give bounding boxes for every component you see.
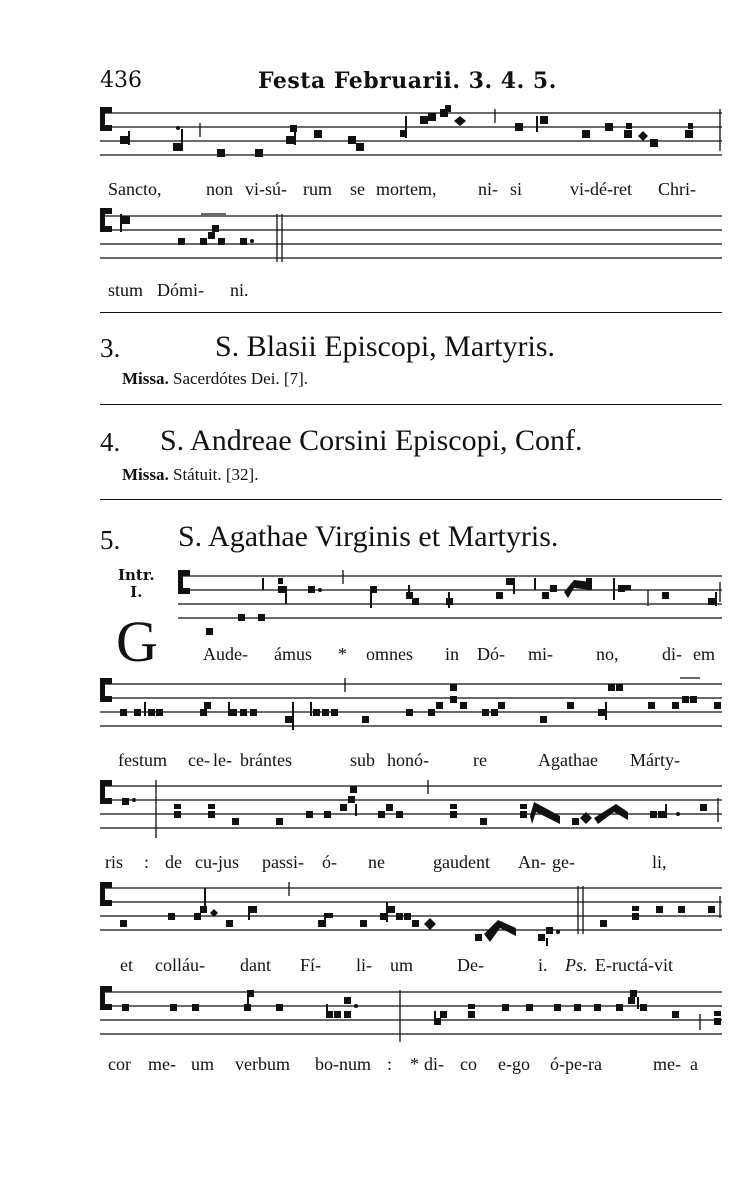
chant-staff-7 (100, 984, 722, 1052)
chant-staff-5 (100, 776, 722, 846)
running-title: Festa Februarii. 3. 4. 5. (258, 68, 557, 94)
introit-label: Intr. I. (118, 566, 155, 601)
chant-staff-4 (100, 672, 722, 744)
feast-number: 4. (100, 427, 121, 457)
chant-staff-2 (100, 208, 722, 274)
section-divider (100, 404, 722, 405)
page-number: 436 (100, 68, 142, 93)
chant-staff-3 (178, 568, 722, 640)
feast-title: S. Andreae Corsini Episcopi, Conf. (160, 424, 583, 457)
feast-title: S. Agathae Virginis et Martyris. (178, 520, 559, 553)
feast-title: S. Blasii Episcopi, Martyris. (215, 330, 555, 363)
missa-line: Missa. Státuit. [32]. (122, 465, 259, 484)
section-divider (100, 499, 722, 500)
chant-staff-6 (100, 878, 722, 950)
initial-letter: G (116, 609, 158, 674)
missa-line: Missa. Sacerdótes Dei. [7]. (122, 369, 309, 388)
section-divider (100, 312, 722, 313)
feast-number: 3. (100, 333, 121, 363)
feast-number: 5. (100, 525, 121, 555)
chant-staff-1 (100, 103, 722, 173)
